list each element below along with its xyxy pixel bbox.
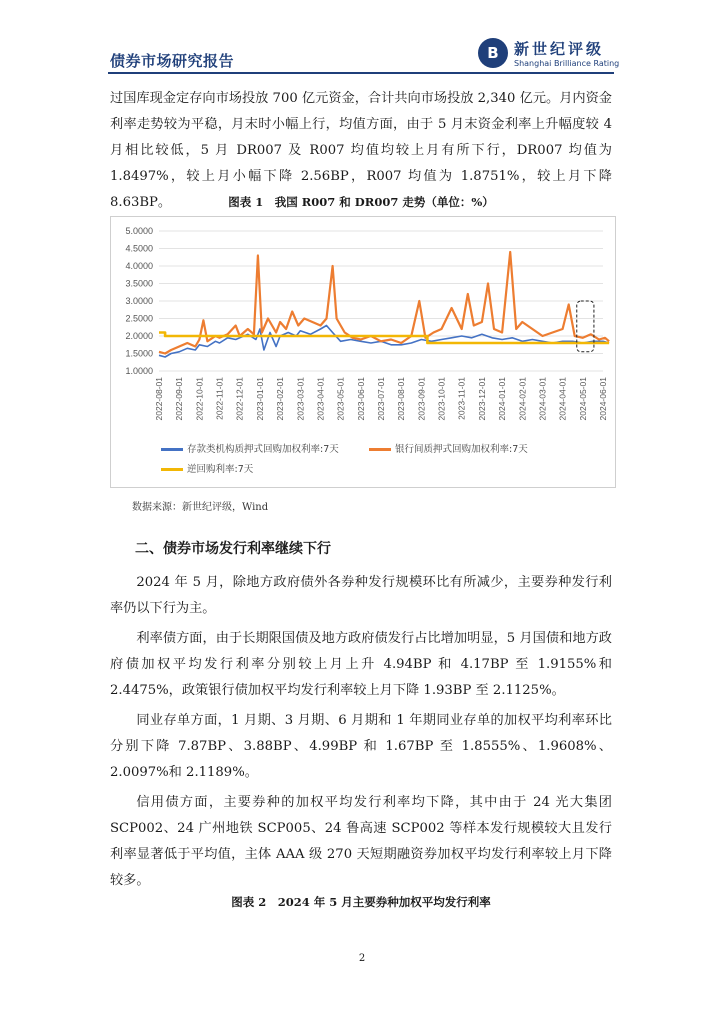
y-tick-label: 2.0000 <box>125 331 153 341</box>
x-tick-label: 2023-07-01 <box>376 377 386 421</box>
x-tick-label: 2023-06-01 <box>355 377 366 421</box>
logo-icon: B <box>478 38 508 68</box>
figure1-source: 数据来源：新世纪评级，Wind <box>132 502 269 513</box>
legend-item-r007 <box>369 441 528 455</box>
x-tick-label: 2023-09-01 <box>416 377 427 421</box>
x-tick-label: 2023-10-01 <box>436 377 447 421</box>
header-divider <box>108 72 614 74</box>
x-tick-label: 2022-12-01 <box>234 377 245 421</box>
y-tick-label: 4.5000 <box>125 243 153 254</box>
y-tick-label: 1.0000 <box>125 366 153 376</box>
x-tick-label: 2024-04-01 <box>557 377 568 421</box>
figure2-caption: 图表 2 2024 年 5 月主要券种加权平均发行利率 <box>231 895 491 909</box>
logo-chinese-name: 新世纪评级 <box>514 40 605 58</box>
x-tick-label: 2024-03-01 <box>537 377 548 421</box>
legend-swatch-orange <box>369 448 391 451</box>
x-tick-label: 2022-09-01 <box>174 377 185 421</box>
paragraph-credit-bonds: 信用债方面，主要券种的加权平均发行利率均下降，其中由于 24 光大集团 SCP002、24 广州地铁 SCP005、24 鲁高速 SCP002 等样本发行规模较大且发行利率显著低于平均值，主体 AAA 级 270 天短期融资券加权平均发行利率较上月下降较多。 <box>110 795 612 888</box>
chart-frame <box>110 216 616 488</box>
section-title: 二、债券市场发行利率继续下行 <box>135 541 331 557</box>
y-tick-label: 5.0000 <box>125 226 153 236</box>
report-title: 债券市场研究报告 <box>110 52 235 70</box>
legend-item-reverse-repo <box>161 461 253 475</box>
x-tick-label: 2023-05-01 <box>335 377 346 421</box>
figure1-caption: 图表 1 我国 R007 和 DR007 走势（单位：%） <box>228 195 494 209</box>
x-tick-label: 2023-02-01 <box>275 377 286 421</box>
x-tick-label: 2024-01-01 <box>497 377 508 421</box>
legend-item-dr007 <box>161 441 339 455</box>
x-tick-label: 2024-05-01 <box>577 377 588 421</box>
x-tick-label: 2024-02-01 <box>517 377 528 421</box>
legend-swatch-blue <box>161 448 183 451</box>
logo-english-name: Shanghai Brilliance Rating <box>514 59 620 68</box>
y-tick-label: 3.5000 <box>125 278 153 289</box>
legend-swatch-yellow <box>161 468 183 471</box>
x-tick-label: 2023-03-01 <box>295 377 306 421</box>
legend-label-reverse-repo: 逆回购利率:7天 <box>187 464 254 475</box>
legend-label-dr007: 存款类机构质押式回购加权利率:7天 <box>187 444 339 455</box>
x-tick-label: 2022-11-01 <box>214 377 225 420</box>
paragraph-liquidity: 过国库现金定存向市场投放 700 亿元资金，合计共向市场投放 2,340 亿元。月内资金利率走势较为平稳，月末时小幅上行，均值方面，由于 5 月末资金利率上升幅度较 4 月相比较低，5 月 DR007 及 R007 均值均较上月有所下行，DR007 均值为 1.8497%，较上月小幅下降 2.56BP，R007 均值为 1.8751%，较上月下降 8.63BP。 <box>110 91 612 210</box>
y-tick-label: 1.5000 <box>125 348 153 359</box>
paragraph-ncd: 同业存单方面，1 月期、3 月期、6 月期和 1 年期同业存单的加权平均利率环比分别下降 7.87BP、3.88BP、4.99BP 和 1.67BP 至 1.8555%、1.9608%、2.0097%和 2.1189%。 <box>110 713 612 780</box>
x-tick-label: 2023-04-01 <box>315 377 326 421</box>
x-tick-label: 2024-06-01 <box>598 377 608 421</box>
x-tick-label: 2022-08-01 <box>154 377 164 421</box>
x-tick-label: 2023-11-01 <box>456 377 467 420</box>
paragraph-rate-bonds: 利率债方面，由于长期限国债及地方政府债发行占比增加明显，5 月国债和地方政府债加权平均发行利率分别较上月上升 4.94BP 和 4.17BP 至 1.9155%和 2.4475%，政策银行债加权平均发行利率较上月下降 1.93BP 至 2.1125%。 <box>110 631 612 698</box>
y-tick-label: 3.0000 <box>125 296 153 306</box>
page-number: 2 <box>358 953 366 964</box>
x-tick-label: 2023-01-01 <box>254 377 265 421</box>
legend-label-r007: 银行间质押式回购加权利率:7天 <box>395 444 528 455</box>
paragraph-overview: 2024 年 5 月，除地方政府债外各券种发行规模环比有所减少，主要券种发行利率仍以下行为主。 <box>110 575 612 616</box>
x-tick-label: 2023-12-01 <box>476 377 487 421</box>
x-tick-label: 2023-08-01 <box>396 377 407 421</box>
y-tick-label: 4.0000 <box>125 261 153 271</box>
x-tick-label: 2022-10-01 <box>194 377 205 421</box>
y-tick-label: 2.5000 <box>125 313 153 324</box>
